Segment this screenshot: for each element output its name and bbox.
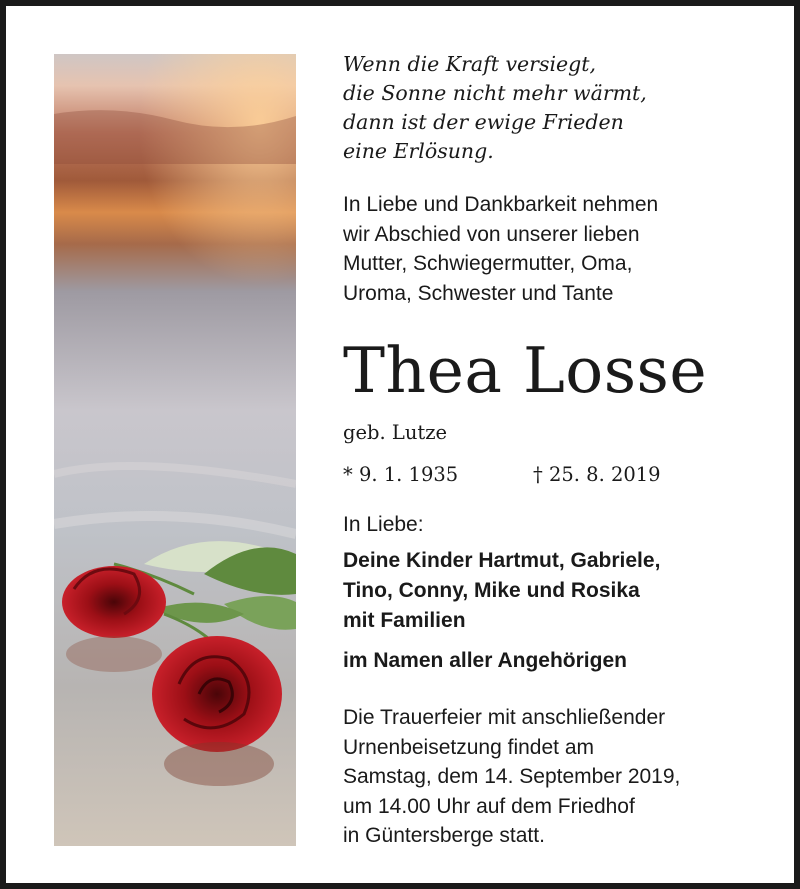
death-date: † 25. 8. 2019 <box>533 463 661 486</box>
birth-name: geb. Lutze <box>343 421 448 444</box>
deceased-name: Thea Losse <box>343 334 708 407</box>
relatives-line: im Namen aller Angehörigen <box>343 649 627 672</box>
memorial-poem: Wenn die Kraft versiegt, die Sonne nicht mehr wärmt, dann ist der ewige Frieden eine Erlösung. <box>343 52 647 163</box>
funeral-notice: Die Trauerfeier mit anschließender Urnenbeisetzung findet am Samstag, dem 14. September 2019, um 14.00 Uhr auf dem Friedhof in Güntersberge statt. <box>343 706 681 847</box>
farewell-intro: In Liebe und Dankbarkeit nehmen wir Abschied von unserer lieben Mutter, Schwiegermutter, Oma, Uroma, Schwester und Tante <box>343 193 659 305</box>
roses-photo <box>54 54 296 846</box>
birth-date: * 9. 1. 1935 <box>343 463 459 486</box>
in-love-label: In Liebe: <box>343 513 424 536</box>
mourning-family: Deine Kinder Hartmut, Gabriele, Tino, Conny, Mike und Rosika mit Familien <box>343 549 661 632</box>
